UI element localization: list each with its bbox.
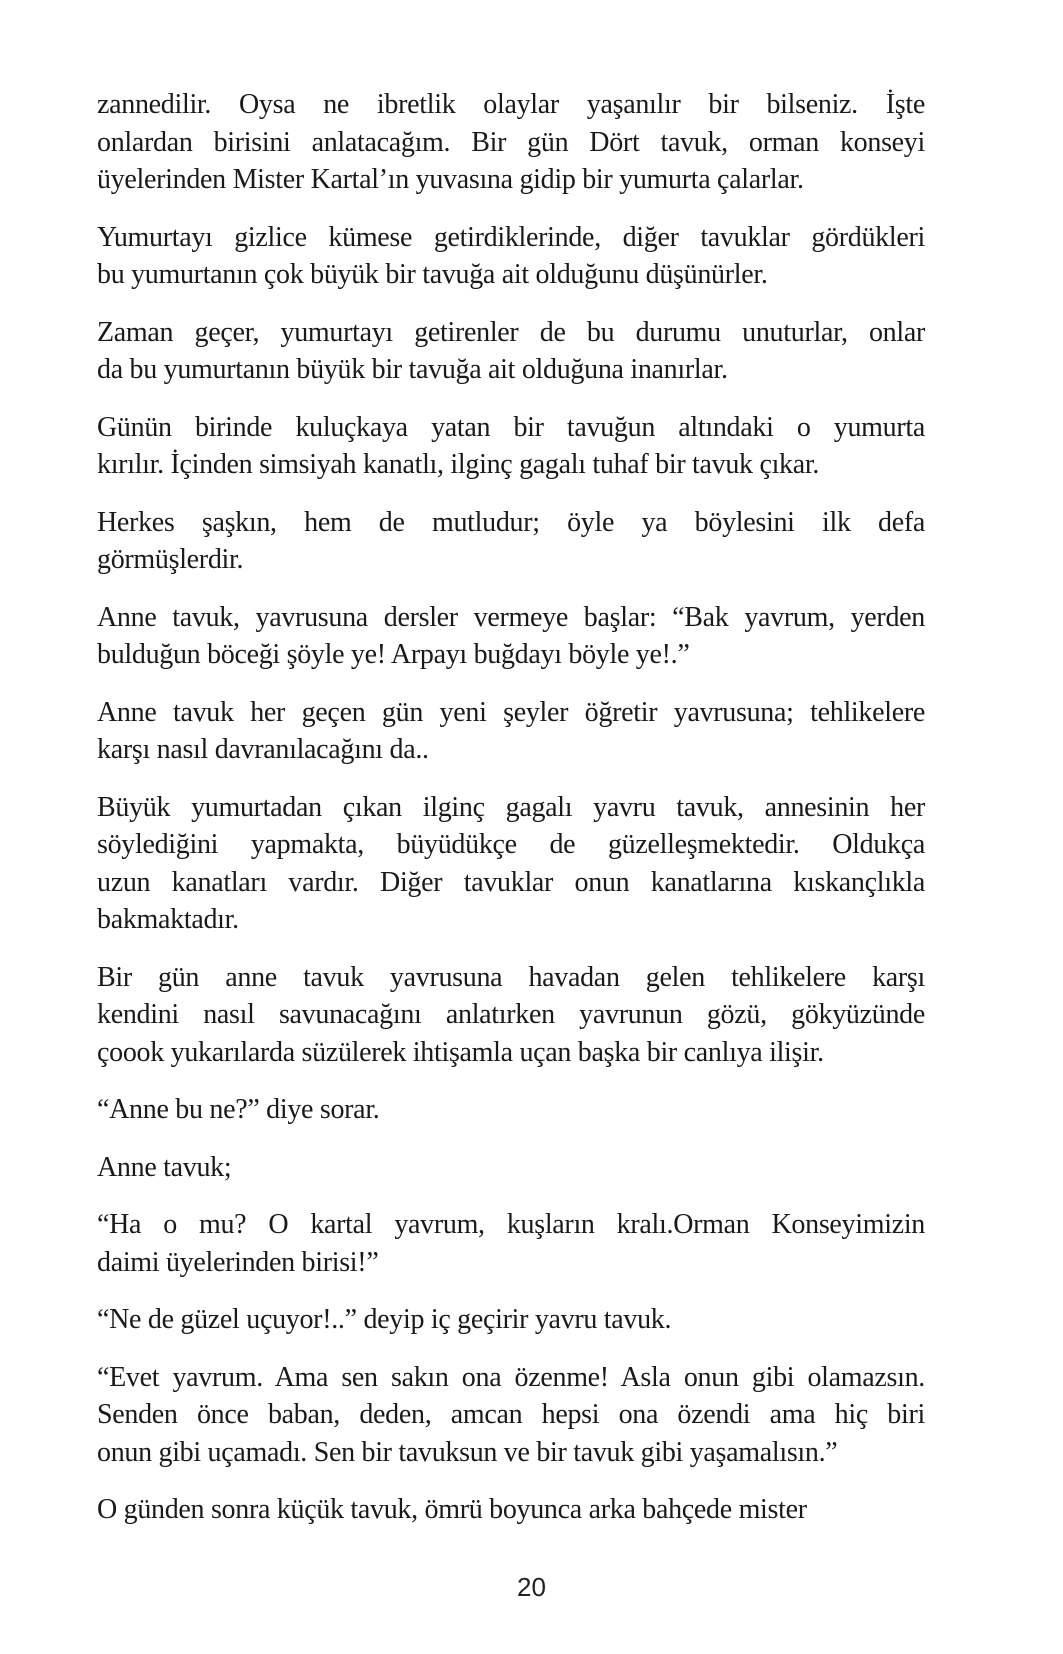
text-line: Anne tavuk, yavrusuna dersler vermeye başlar: “Bak yavrum, yerden [97, 601, 925, 633]
paragraph [97, 409, 925, 484]
paragraph [97, 1491, 925, 1529]
text-line: bulduğun böceği şöyle ye! Arpayı buğdayı böyle ye!.” [97, 639, 690, 670]
page-text [97, 86, 925, 1529]
text-line: “Ha o mu? O kartal yavrum, kuşların kralı.Orman Konseyimizin [97, 1209, 925, 1240]
text-line: da bu yumurtanın büyük bir tavuğa ait olduğuna inanırlar. [97, 354, 728, 385]
text-line: Büyük yumurtadan çıkan ilginç gagalı yavru tavuk, annesinin her [97, 791, 925, 823]
text-line: bu yumurtanın çok büyük bir tavuğa ait olduğunu düşünürler. [97, 259, 768, 290]
paragraph [97, 1091, 925, 1129]
paragraph [97, 1149, 925, 1187]
text-line: “Evet yavrum. Ama sen sakın ona özenme! Asla onun gibi olamazsın. [97, 1361, 925, 1393]
text-line: uzun kanatları vardır. Diğer tavuklar onun kanatlarına kıskançlıkla [97, 866, 925, 898]
text-line: bakmaktadır. [97, 904, 239, 935]
text-line: Anne tavuk her geçen gün yeni şeyler öğretir yavrusuna; tehlikelere [97, 696, 925, 728]
text-line: Senden önce baban, deden, amcan hepsi ona özendi ama hiç biri [97, 1399, 925, 1430]
text-line: karşı nasıl davranılacağını da.. [97, 734, 429, 765]
text-line: “Anne bu ne?” diye sorar. [97, 1094, 380, 1125]
paragraph [97, 1359, 925, 1472]
paragraph [97, 219, 925, 294]
paragraph [97, 1206, 925, 1281]
paragraph [97, 1301, 925, 1339]
paragraph [97, 694, 925, 769]
text-line: “Ne de güzel uçuyor!..” deyip iç geçirir yavru tavuk. [97, 1304, 672, 1335]
text-line: Bir gün anne tavuk yavrusuna havadan gelen tehlikelere karşı [97, 961, 925, 993]
text-line: Günün birinde kuluçkaya yatan bir tavuğun altındaki o yumurta [97, 411, 925, 443]
text-line: kırılır. İçinden simsiyah kanatlı, ilginç gagalı tuhaf bir tavuk çıkar. [97, 449, 820, 480]
text-line: onlardan birisini anlatacağım. Bir gün Dört tavuk, orman konseyi [97, 126, 925, 158]
text-line: üyelerinden Mister Kartal’ın yuvasına gidip bir yumurta çalarlar. [97, 164, 804, 195]
text-line: Anne tavuk; [97, 1151, 232, 1183]
paragraph [97, 959, 925, 1072]
paragraph [97, 789, 925, 939]
text-line: Herkes şaşkın, hem de mutludur; öyle ya böylesini ilk defa [97, 506, 925, 538]
page-number: 20 [517, 1572, 546, 1602]
paragraph [97, 86, 925, 199]
text-line: görmüşlerdir. [97, 544, 244, 575]
text-line: kendini nasıl savunacağını anlatırken yavrunun gözü, gökyüzünde [97, 999, 925, 1030]
text-line: daimi üyelerinden birisi!” [97, 1246, 379, 1278]
paragraph [97, 504, 925, 579]
text-line: O günden sonra küçük tavuk, ömrü boyunca arka bahçede mister [97, 1494, 807, 1525]
text-line: çoook yukarılarda süzülerek ihtişamla uçan başka bir canlıya ilişir. [97, 1036, 824, 1068]
text-line: Yumurtayı gizlice kümese getirdiklerinde, diğer tavuklar gördükleri [97, 221, 925, 253]
paragraph [97, 599, 925, 674]
text-line: Zaman geçer, yumurtayı getirenler de bu durumu unuturlar, onlar [97, 316, 925, 348]
text-line: zannedilir. Oysa ne ibretlik olaylar yaşanılır bir bilseniz. İşte [97, 89, 925, 120]
paragraph [97, 314, 925, 389]
text-line: söylediğini yapmakta, büyüdükçe de güzelleşmektedir. Oldukça [97, 829, 925, 860]
text-line: onun gibi uçamadı. Sen bir tavuksun ve bir tavuk gibi yaşamalısın.” [97, 1436, 838, 1468]
